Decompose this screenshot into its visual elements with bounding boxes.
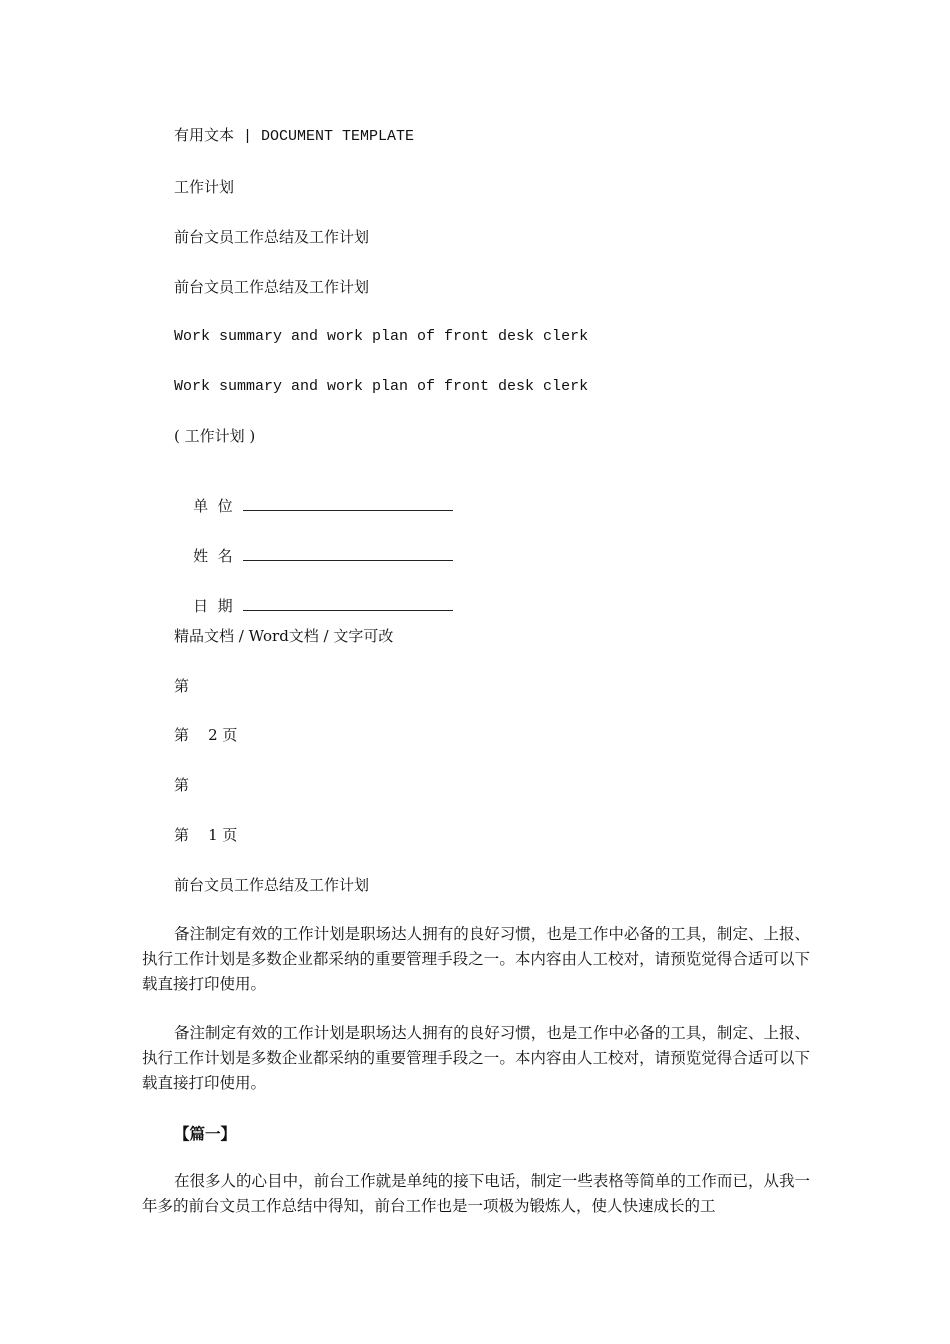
page-marker: 第 xyxy=(174,776,190,794)
date-field-underline xyxy=(243,596,453,611)
header-line: 有用文本 | DOCUMENT TEMPLATE xyxy=(174,128,415,145)
cover-english-title: Work summary and work plan of front desk clerk xyxy=(174,328,589,345)
body-paragraph: 在很多人的心目中，前台工作就是单纯的接下电话，制定一些表格等简单的工作而已，从我一年多的前台文员工作总结中得知，前台工作也是一项极为锻炼人，使人快速成长的工 xyxy=(142,1172,810,1215)
name-field-underline xyxy=(243,546,453,561)
cover-english-title-repeat: Work summary and work plan of front desk clerk xyxy=(174,378,589,395)
unit-field-underline xyxy=(243,496,453,511)
footer-note: 精品文档 / Word文档 / 文字可改 xyxy=(174,627,394,645)
body-heading: 前台文员工作总结及工作计划 xyxy=(174,876,370,894)
cover-title: 前台文员工作总结及工作计划 xyxy=(174,228,370,246)
cover-category-paren: ( 工作计划 ) xyxy=(174,427,256,445)
note-paragraph: 备注制定有效的工作计划是职场达人拥有的良好习惯，也是工作中必备的工具，制定、上报、执行工作计划是多数企业都采纳的重要管理手段之一。本内容由人工校对，请预览觉得合适可以下载直接打印使用。 xyxy=(142,925,810,993)
cover-category: 工作计划 xyxy=(174,178,235,196)
section-label: 【篇一】 xyxy=(174,1124,237,1143)
page-number: 第 1 页 xyxy=(174,826,238,844)
page-number: 第 2 页 xyxy=(174,726,238,744)
note-paragraph-repeat: 备注制定有效的工作计划是职场达人拥有的良好习惯，也是工作中必备的工具，制定、上报、执行工作计划是多数企业都采纳的重要管理手段之一。本内容由人工校对，请预览觉得合适可以下载直接打印使用。 xyxy=(142,1024,810,1092)
name-field-label: 姓 名 xyxy=(193,547,233,565)
unit-field-label: 单 位 xyxy=(193,497,233,515)
date-field-label: 日 期 xyxy=(193,597,233,615)
page-marker: 第 xyxy=(174,677,190,695)
cover-title-repeat: 前台文员工作总结及工作计划 xyxy=(174,278,370,296)
